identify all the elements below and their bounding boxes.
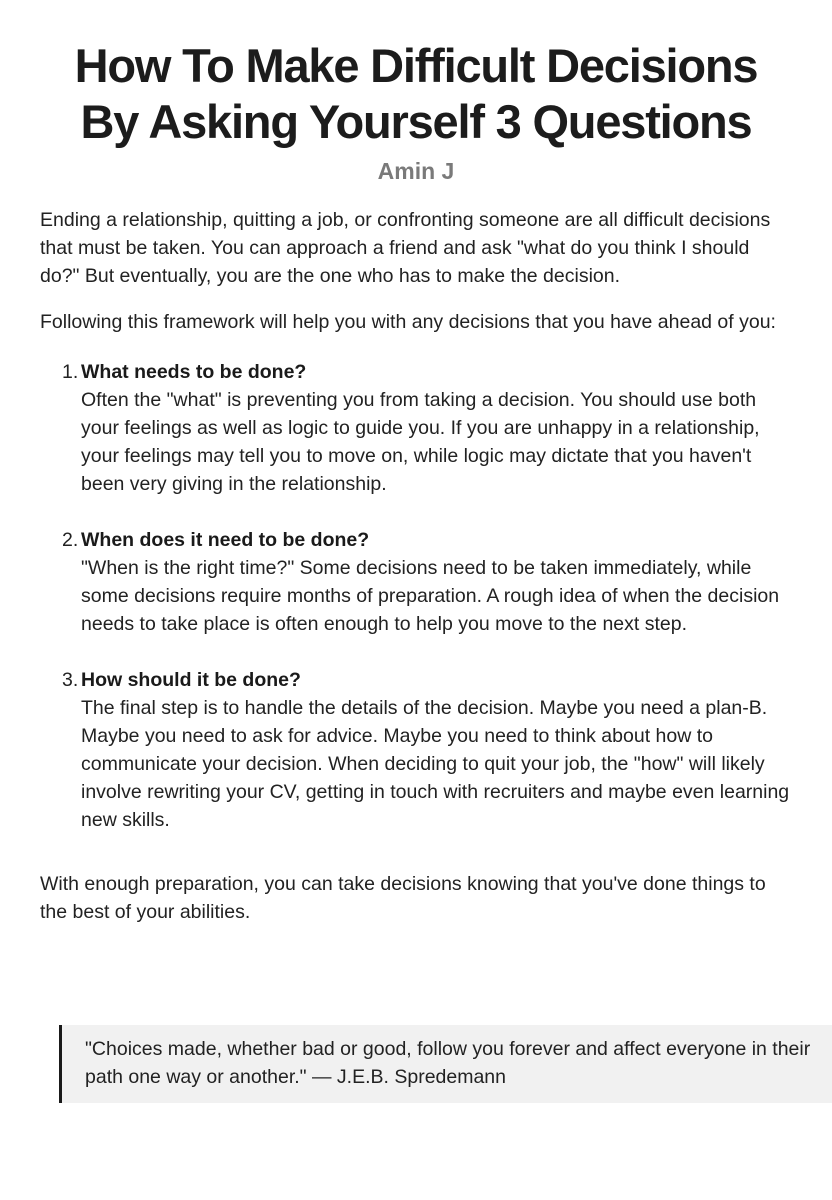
step-item-3	[40, 666, 792, 834]
step-heading: How should it be done?	[81, 669, 301, 691]
steps-list	[40, 358, 792, 834]
intro-paragraph-1: Ending a relationship, quitting a job, or confronting someone are all difficult decisions that must be taken. You can approach a friend and ask "what do you think I should do?" But eventually, you are the one who has to make the decision.	[40, 209, 771, 287]
article-title: How To Make Difficult Decisions By Asking Yourself 3 Questions	[74, 39, 758, 148]
intro-paragraph-2: Following this framework will help you with any decisions that you have ahead of you:	[40, 311, 776, 333]
step-number: 1.	[62, 361, 79, 383]
step-number: 2.	[62, 529, 79, 551]
step-number: 3.	[62, 669, 79, 691]
article-author: Amin J	[377, 158, 455, 184]
step-body: Often the "what" is preventing you from taking a decision. You should use both your feelings as well as logic to guide you. If you are unhappy in a relationship, your feelings may tell you to move on, while logic may dictate that you haven't been very giving in the relationship.	[81, 389, 760, 495]
step-heading: What needs to be done?	[81, 361, 307, 383]
step-heading: When does it need to be done?	[81, 529, 370, 551]
closing-paragraph: With enough preparation, you can take decisions knowing that you've done things to the best of your abilities.	[40, 873, 766, 923]
step-body: The final step is to handle the details of the decision. Maybe you need a plan-B. Maybe you need to ask for advice. Maybe you need to think about how to communicate your decision. When deciding to quit your job, the "how" will likely involve rewriting your CV, getting in touch with recruiters and maybe even learning new skills.	[81, 697, 790, 831]
pull-quote: "Choices made, whether bad or good, follow you forever and affect everyone in their path one way or another." — J.E.B. Spredemann	[59, 1025, 832, 1103]
step-body: "When is the right time?" Some decisions need to be taken immediately, while some decisions require months of preparation. A rough idea of when the decision needs to take place is often enough to help you move to the next step.	[81, 557, 780, 635]
step-item-2	[40, 526, 792, 638]
step-item-1	[40, 358, 792, 498]
